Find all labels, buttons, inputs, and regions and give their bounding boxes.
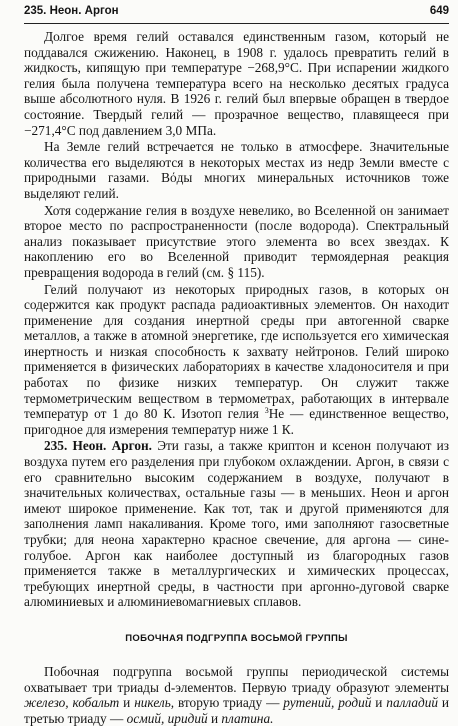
paragraph-helium-liquefaction: Долгое время гелий оставался единственным газом, который не поддавался сжижению. Наконец, в 1908 г. удалось превратить гелий в жидкость, кипящую при температуре −268,9°С. При испарении жидкого гелия была получена температура всего на несколько десятых градуса выше абсолютного нуля. В 1926 г. гелий был впервые обращен в твердое состояние. Твердый гелий — прозрачное вещество, плавящееся при −271,4°С под давлением 3,0 МПа. — [24, 29, 449, 138]
isotope-mass-number: 3 — [264, 406, 269, 416]
section-235-text: Эти газы, а также криптон и ксенон получают из воздуха путем его разделения при глубоком охлаждении. Аргон, в связи с его сравнительно высоким содержанием в воздухе, получают в значительных количествах, остальные газы — в меньших. Неон и аргон имеют широкое применение. Как тот, так и другой применяются для заполнения ламп накаливания. Кроме того, ими заполняют газосветные трубки; для неона характерно красное свечение, для аргона — сине-голубое. Аргон как наиболее доступный из благородных газов применяется также в металлургических и химических процессах, требующих инертной среды, в частности при аргонно-дуговой сварке алюминиевых и алюминиевомагниевых сплавов. — [24, 438, 449, 610]
term-palladium: палладий — [386, 695, 439, 711]
term-ruthenium-rhodium: рутений, родий — [283, 695, 372, 711]
page-number: 649 — [429, 5, 449, 17]
conj-3: и — [210, 710, 219, 726]
final-text-1: Побочная подгруппа восьмой группы периодической системы охватывает три триады d-элементов. Первую триаду образуют элементы — [24, 663, 449, 695]
section-235 — [24, 438, 449, 610]
isotope-text: He — единственное вещество, пригодное для измерения температур ниже 1 К. — [24, 406, 449, 437]
term-nickel: никель, — [134, 695, 175, 711]
running-head-title: 235. Неон. Аргон — [24, 5, 119, 17]
conj-1: и — [123, 695, 131, 711]
paragraph-helium-earth: На Земле гелий встречается не только в атмосфере. Значительные количества его выделяются в некоторых местах из недр Земли вместе с природными газами. Вόды многих минеральных источников тоже выделяют гелий. — [24, 139, 449, 201]
conj-2: и — [375, 695, 383, 711]
final-text-2: вторую триаду — — [177, 695, 280, 711]
header-rule — [24, 23, 449, 24]
term-platinum: платина. — [221, 710, 274, 726]
helium-uses-text: Гелий получают из некоторых природных газов, в которых он содержится как продукт распада радиоактивных элементов. Он находит применение для создания инертной среды при автогенной сварке металлов, а также в атомной энергетике, где используется его химическая инертность и низкая способность к захвату нейтронов. Гелий широко применяется в физических лабораториях в качестве хладоносителя и при работах по физике низких температур. Он служит также термометрическим веществом в термометрах, работающих в интервале температур от 1 до 80 К. Изотоп гелия — [24, 281, 449, 422]
section-235-title: 235. Неон. Аргон. — [44, 438, 152, 454]
term-iron-cobalt: железо, кобальт — [24, 695, 120, 711]
term-osmium-iridium: осмий, иридий — [126, 710, 208, 726]
paragraph-helium-uses — [24, 282, 449, 438]
paragraph-helium-universe: Хотя содержание гелия в воздухе невелико, во Вселенной он занимает второе место по распространенности (после водорода). Спектральный анализ показывает присутствие этого элемента во всех звездах. К накоплению его во Вселенной приводит термоядерная реакция превращения водорода в гелий (см. § 115). — [24, 202, 449, 280]
running-head — [24, 0, 449, 23]
subsection-heading: ПОБОЧНАЯ ПОДГРУППА ВОСЬМОЙ ГРУППЫ — [125, 632, 348, 644]
body-text — [24, 29, 449, 726]
final-text-3: и третью триаду — — [24, 695, 450, 726]
paragraph-transition-metals — [24, 664, 449, 726]
